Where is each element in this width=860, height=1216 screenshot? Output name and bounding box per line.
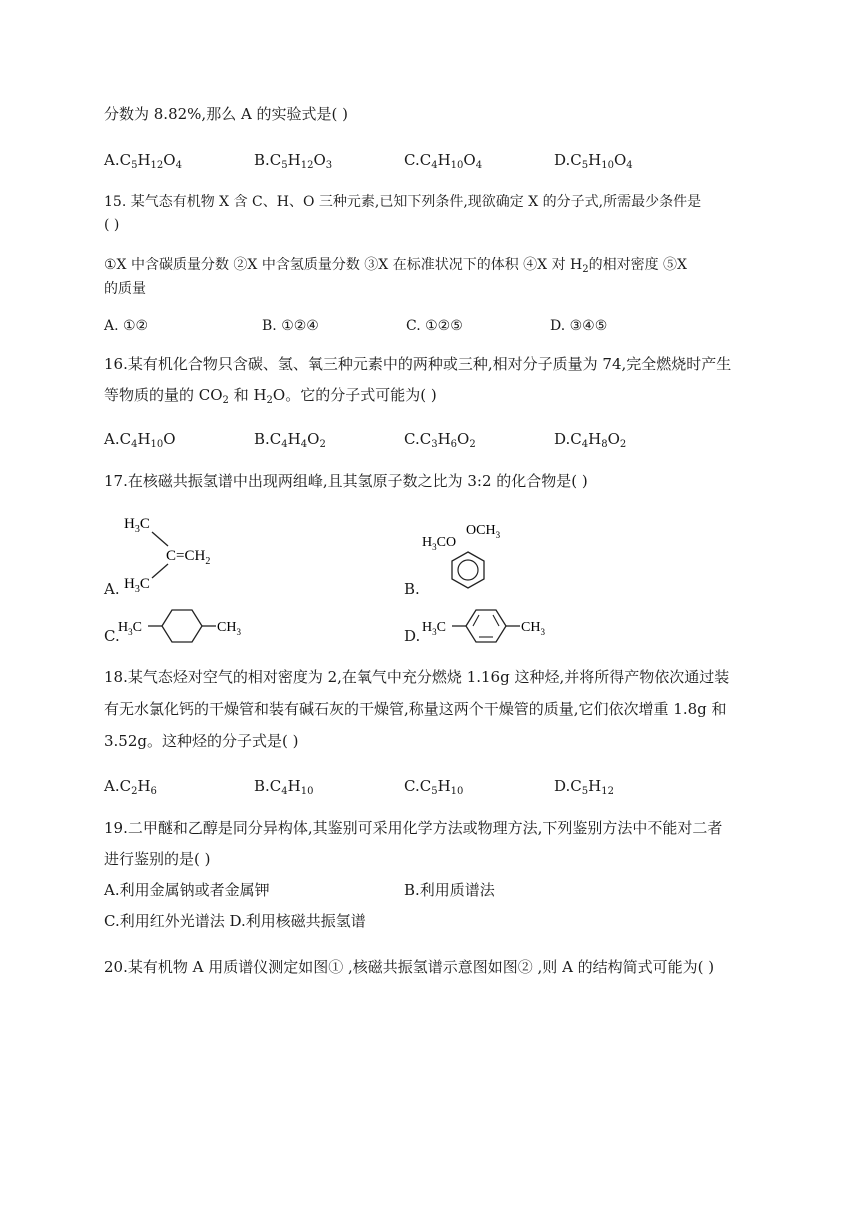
- q14-continuation: 分数为 8.82%,那么 A 的实验式是( ): [104, 105, 349, 123]
- double-bond-line: [473, 615, 479, 626]
- q15-option-d: D. ③④⑤: [550, 318, 608, 334]
- q16-option-d: $D.C_4H_8O_2$: [554, 430, 627, 450]
- q17-option-d-label: D.: [404, 627, 421, 645]
- q17-structure-d-p-xylene: [420, 604, 560, 650]
- methyl-label-top: $H_3C$: [124, 516, 150, 535]
- q15-conditions-line1: ①X 中含碳质量分数 ②X 中含氢质量分数 ③X 在标准状况下的体积 ④X 对 $H_2$的相对密度 ⑤X: [104, 257, 688, 275]
- methoxy-label-right: $OCH_3$: [466, 523, 501, 540]
- q15-stem-line1: 15. 某气态有机物 X 含 C、H、O 三种元素,已知下列条件,现欲确定 X 的分子式,所需最少条件是: [104, 194, 702, 210]
- q20-stem: 20.某有机物 A 用质谱仪测定如图① ,核磁共振氢谱示意图如图② ,则 A 的结构简式可能为( ): [104, 958, 715, 976]
- q14-option-a: $A.C_5H_{12}O_4$: [104, 151, 182, 171]
- aromatic-circle: [458, 560, 478, 580]
- q18-option-a: $A.C_2H_6$: [104, 777, 157, 797]
- q19-stem-line2: 进行鉴别的是( ): [104, 850, 211, 868]
- q18-stem-line3: 3.52g。这种烃的分子式是( ): [104, 732, 299, 750]
- methoxy-label-left: $H_3CO$: [422, 535, 457, 552]
- q15-conditions-line2: 的质量: [104, 281, 146, 297]
- bond-line: [152, 532, 168, 546]
- methyl-label-right: $CH_3$: [521, 620, 545, 637]
- q16-option-c: $C.C_3H_6O_2$: [404, 430, 476, 450]
- methyl-label-left: $H_3C$: [422, 620, 446, 637]
- q15-option-a: A. ①②: [104, 318, 149, 334]
- q19-options-c-d: C.利用红外光谱法 D.利用核磁共振氢谱: [104, 912, 366, 930]
- methyl-label-right: $CH_3$: [217, 620, 241, 637]
- q16-stem-line2: 等物质的量的 $CO_2$ 和 $H_2O$。它的分子式可能为( ): [104, 386, 437, 406]
- q16-stem-line1: 16.某有机化合物只含碳、氢、氧三种元素中的两种或三种,相对分子质量为 74,完全燃烧时产生: [104, 355, 732, 373]
- alkene-label: $C=CH_2$: [166, 548, 211, 567]
- q17-structure-a-isobutylene: [118, 510, 238, 595]
- benzene-ring: [452, 552, 484, 588]
- q17-option-a-label: A.: [104, 580, 120, 598]
- q19-stem-line1: 19.二甲醚和乙醇是同分异构体,其鉴别可采用化学方法或物理方法,下列鉴别方法中不能对二者: [104, 819, 723, 837]
- q17-option-c-label: C.: [104, 627, 120, 645]
- q15-stem-line2: ( ): [104, 217, 120, 233]
- q19-option-a: A.利用金属钠或者金属钾: [104, 881, 270, 899]
- q14-option-b: $B.C_5H_{12}O_3$: [254, 151, 333, 171]
- bond-line: [152, 564, 168, 578]
- q14-option-d: $D.C_5H_{10}O_4$: [554, 151, 633, 171]
- q17-stem: 17.在核磁共振氢谱中出现两组峰,且其氢原子数之比为 3:2 的化合物是( ): [104, 472, 588, 490]
- q19-option-b: B.利用质谱法: [404, 881, 495, 899]
- q15-option-b: B. ①②④: [262, 318, 319, 334]
- q15-option-c: C. ①②⑤: [406, 318, 463, 334]
- methyl-label-left: $H_3C$: [118, 620, 142, 637]
- q18-stem-line1: 18.某气态烃对空气的相对密度为 2,在氧气中充分燃烧 1.16g 这种烃,并将所得产物依次通过装: [104, 668, 730, 686]
- q18-stem-line2: 有无水氯化钙的干燥管和装有碱石灰的干燥管,称量这两个干燥管的质量,它们依次增重 1.8g 和: [104, 700, 727, 718]
- double-bond-line: [493, 615, 499, 626]
- q16-option-b: $B.C_4H_4O_2$: [254, 430, 326, 450]
- methyl-label-bottom: $H_3C$: [124, 576, 150, 595]
- q16-option-a: $A.C_4H_{10}O$: [104, 430, 176, 450]
- q18-option-d: $D.C_5H_{12}$: [554, 777, 614, 797]
- q17-structure-b-dimethoxybenzene: [418, 512, 528, 597]
- q14-option-c: $C.C_4H_{10}O_4$: [404, 151, 483, 171]
- q18-option-c: $C.C_5H_{10}$: [404, 777, 464, 797]
- q17-option-b-label: B.: [404, 580, 420, 598]
- q18-option-b: $B.C_4H_{10}$: [254, 777, 314, 797]
- q17-structure-c-dimethylcyclohexane: [116, 604, 256, 650]
- cyclohexane-ring: [162, 610, 202, 642]
